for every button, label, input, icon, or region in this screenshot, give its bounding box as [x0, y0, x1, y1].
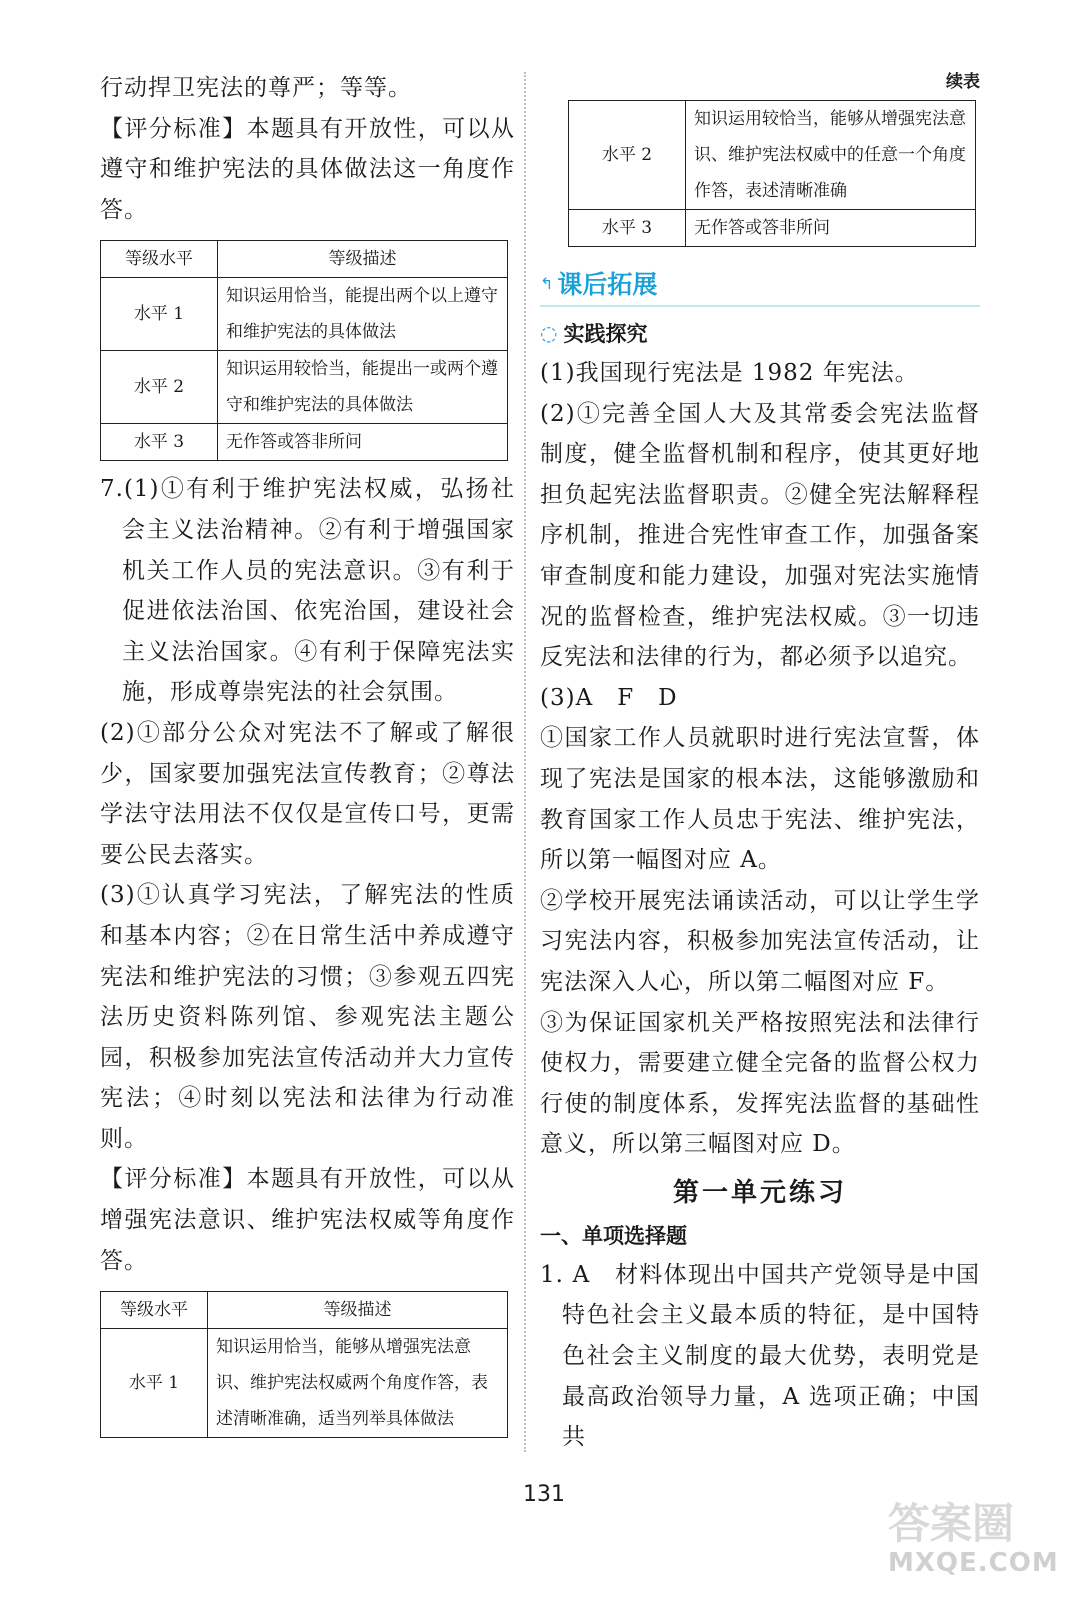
page-number: 131 [523, 1482, 565, 1507]
header-level: 等级水平 [101, 241, 218, 278]
table-header-row [101, 1292, 508, 1329]
grading-table-continued [568, 100, 976, 247]
header-level: 等级水平 [101, 1292, 208, 1329]
header-desc: 等级描述 [218, 241, 508, 278]
column-divider [524, 72, 526, 1452]
cell-desc: 无作答或答非所问 [686, 210, 976, 247]
subsection-header [540, 313, 980, 353]
grading-criteria: 【评分标准】本题具有开放性，可以从增强宪法意识、维护宪法权威等角度作答。 [100, 1166, 515, 1274]
cell-desc: 知识运用较恰当，能够从增强宪法意识、维护宪法权威中的任意一个角度作答，表述清晰准确 [686, 101, 976, 210]
table-row [569, 210, 976, 247]
answer-3: (3)A F D [540, 684, 678, 711]
header-desc: 等级描述 [208, 1292, 508, 1329]
unit-title: 第一单元练习 [672, 1177, 847, 1208]
cell-level: 水平 3 [101, 424, 218, 461]
answer-1: (1)我国现行宪法是 1982 年宪法。 [540, 360, 919, 386]
cell-desc: 无作答或答非所问 [218, 424, 508, 461]
mc-answer-1: 1. A 材料体现出中国共产党领导是中国特色社会主义最本质的特征，是中国特色社会主义制度的最大优势，表明党是最高政治领导力量，A 选项正确；中国共 [540, 1261, 980, 1451]
watermark-text: 答案圈 [888, 1499, 1015, 1548]
section-header [540, 261, 980, 307]
right-column [540, 68, 980, 1458]
cell-level: 水平 2 [101, 351, 218, 424]
cell-level: 水平 3 [569, 210, 686, 247]
table-row [101, 424, 508, 461]
answer-2: (2)①完善全国人大及其常委会宪法监督制度，健全监督机制和程序，使其更好地担负起宪法监督职责。②健全宪法解释程序机制，推进合宪性审查工作，加强备案审查制度和能力建设，加强对宪法实施情况的监督检查，维护宪法权威。③一切违反宪法和法律的行为，都必须予以追究。 [540, 400, 980, 671]
answer-7-2: (2)①部分公众对宪法不了解或了解很少，国家要加强宪法宣传教育；②尊法学法守法用法不仅仅是宣传口号，更需要公民去落实。 [100, 719, 515, 868]
section-title: 课后拓展 [557, 270, 658, 299]
grading-table-1 [100, 240, 508, 461]
bookmark-icon: ↰ [540, 273, 554, 293]
continued-table-label: 续表 [946, 72, 980, 92]
answer-7-3: (3)①认真学习宪法，了解宪法的性质和基本内容；②在日常生活中养成遵守宪法和维护宪法的习惯；③参观五四宪法历史资料陈列馆、参观宪法主题公园，积极参加宪法宣传活动并大力宣传宪法；④时刻以宪法和法律为行动准则。 [100, 882, 515, 1152]
cell-desc: 知识运用较恰当，能提出一或两个遵守和维护宪法的具体做法 [218, 351, 508, 424]
table-row [569, 101, 976, 210]
watermark-url: MXQE.COM [888, 1548, 1059, 1578]
paragraph: 行动捍卫宪法的尊严；等等。 [100, 75, 412, 101]
answer-3-explain-1: ①国家工作人员就职时进行宪法宣誓，体现了宪法是国家的根本法，这能够激励和教育国家工作人员忠于宪法、维护宪法，所以第一幅图对应 A。 [540, 725, 980, 874]
answer-3-explain-2: ②学校开展宪法诵读活动，可以让学生学习宪法内容，积极参加宪法宣传活动，让宪法深入人心，所以第二幅图对应 F。 [540, 887, 980, 995]
mc-heading: 一、单项选择题 [540, 1223, 687, 1248]
cell-level: 水平 1 [101, 278, 218, 351]
cell-level: 水平 2 [569, 101, 686, 210]
cell-desc: 知识运用恰当，能够从增强宪法意识、维护宪法权威两个角度作答，表述清晰准确，适当列举具体做法 [208, 1329, 508, 1438]
cell-level: 水平 1 [101, 1329, 208, 1438]
table-header-row [101, 241, 508, 278]
answer-7-1: 7.(1)①有利于维护宪法权威，弘扬社会主义法治精神。②有利于增强国家机关工作人员的宪法意识。③有利于促进依法治国、依宪治国，建设社会主义法治国家。④有利于保障宪法实施，形成尊崇宪法的社会氛围。 [100, 476, 515, 706]
cell-desc: 知识运用恰当，能提出两个以上遵守和维护宪法的具体做法 [218, 278, 508, 351]
left-column [100, 68, 515, 1446]
grading-criteria: 【评分标准】本题具有开放性，可以从遵守和维护宪法的具体做法这一角度作答。 [100, 115, 515, 223]
drop-icon: ◌ [540, 321, 558, 345]
grading-table-2 [100, 1291, 508, 1438]
table-row [101, 1329, 508, 1438]
subsection-title: 实践探究 [563, 322, 648, 346]
table-row [101, 351, 508, 424]
answer-3-explain-3: ③为保证国家机关严格按照宪法和法律行使权力，需要建立健全完备的监督公权力行使的制度体系，发挥宪法监督的基础性意义，所以第三幅图对应 D。 [540, 1009, 980, 1158]
watermark-logo [888, 1500, 1068, 1580]
table-row [101, 278, 508, 351]
